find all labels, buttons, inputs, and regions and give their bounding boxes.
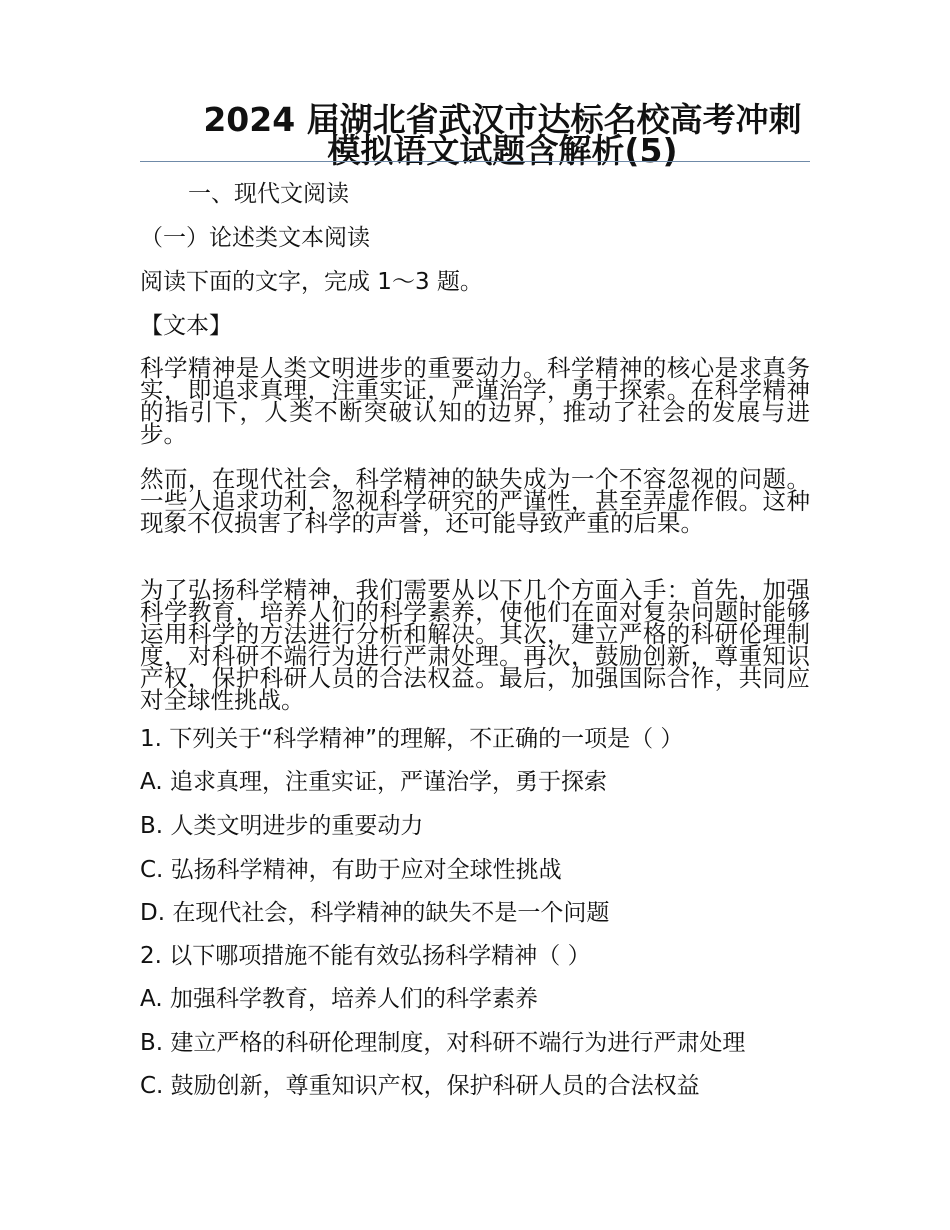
page-title: 2024 届湖北省武汉市达标名校高考冲刺模拟语文试题含解析(5) (203, 100, 802, 170)
question-1-option-b: B. 人类文明进步的重要动力 (140, 813, 424, 839)
paragraph-2: 然而，在现代社会，科学精神的缺失成为一个不容忽视的问题。一些人追求功利，忽视科学研究的严谨性，甚至弄虚作假。这种现象不仅损害了科学的声誉，还可能导致严重的后果。 (140, 465, 810, 537)
text-label: 【文本】 (140, 313, 232, 339)
title-block (140, 100, 810, 170)
paragraph-1: 科学精神是人类文明进步的重要动力。科学精神的核心是求真务实，即追求真理，注重实证，严谨治学，勇于探索。在科学精神的指引下，人类不断突破认知的边界，推动了社会的发展与进步。 (140, 354, 810, 448)
title-divider (140, 161, 810, 162)
question-2-option-c: C. 鼓励创新，尊重知识产权，保护科研人员的合法权益 (140, 1073, 700, 1099)
question-1-option-c: C. 弘扬科学精神，有助于应对全球性挑战 (140, 857, 562, 883)
section-heading: 一、现代文阅读 (188, 181, 349, 207)
question-1-option-d: D. 在现代社会，科学精神的缺失不是一个问题 (140, 900, 610, 926)
subsection-heading: （一）论述类文本阅读 (140, 225, 370, 251)
question-2-option-b: B. 建立严格的科研伦理制度，对科研不端行为进行严肃处理 (140, 1030, 746, 1056)
question-2-stem: 2. 以下哪项措施不能有效弘扬科学精神（ ） (140, 943, 591, 969)
paragraph-3: 为了弘扬科学精神，我们需要从以下几个方面入手：首先，加强科学教育，培养人们的科学素养，使他们在面对复杂问题时能够运用科学的方法进行分析和解决。其次，建立严格的科研伦理制度，对科研不端行为进行严肃处理。再次，鼓励创新，尊重知识产权，保护科研人员的合法权益。最后，加强国际合作，共同应对全球性挑战。 (140, 576, 810, 714)
question-2-option-a: A. 加强科学教育，培养人们的科学素养 (140, 986, 538, 1012)
question-1-option-a: A. 追求真理，注重实证，严谨治学，勇于探索 (140, 769, 607, 795)
question-1-stem: 1. 下列关于“科学精神”的理解，不正确的一项是（ ） (140, 726, 684, 752)
instruction-text: 阅读下面的文字，完成 1～3 题。 (140, 269, 483, 295)
